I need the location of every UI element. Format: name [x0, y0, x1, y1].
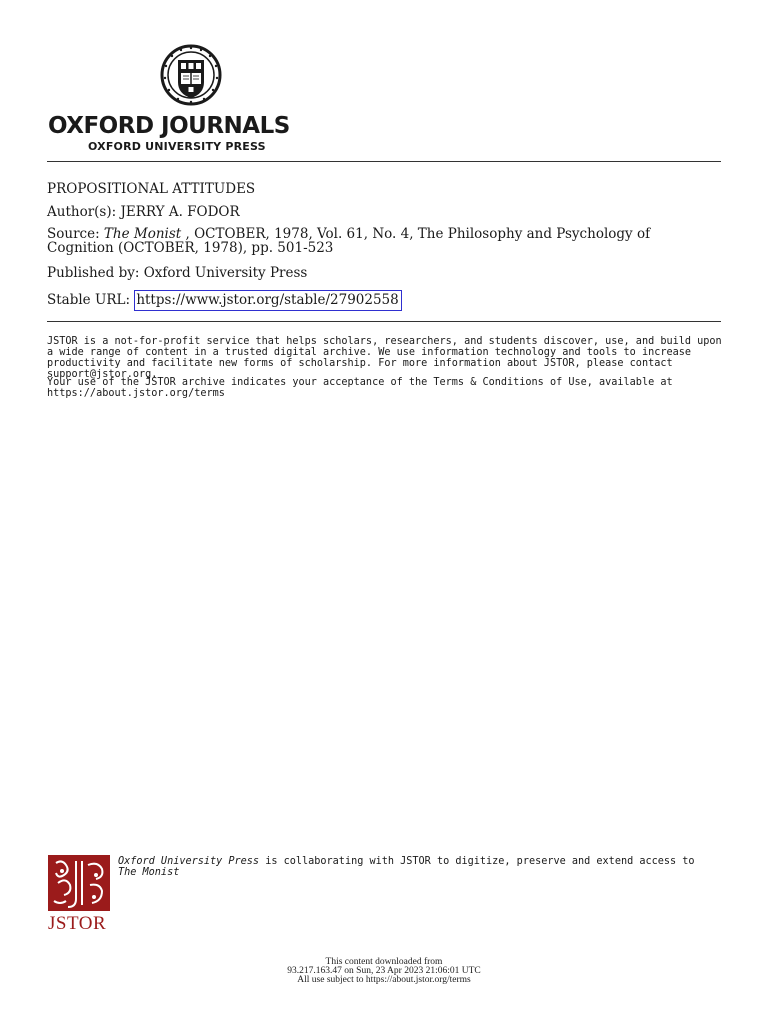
publisher-logo-wordmark: OXFORD JOURNALS — [48, 113, 290, 139]
oxford-crest-icon — [160, 42, 222, 108]
publisher-name: Oxford University Press — [143, 265, 308, 281]
source-details: , OCTOBER, 1978, Vol. 61, No. 4, The Philosophy and Psychology of Cognition (OCTOBER, 1978), pp. 501-523 — [47, 226, 651, 256]
footer-download-line: This content downloaded from — [325, 957, 443, 967]
collaboration-statement — [118, 856, 718, 878]
collaboration-publisher: Oxford University Press — [118, 856, 260, 867]
jstor-logo — [48, 855, 113, 935]
terms-notice-paragraph: Your use of the JSTOR archive indicates your acceptance of the Terms & Conditions of Use, available at https://about.jstor.org/terms — [47, 377, 673, 399]
jstor-wordmark: JSTOR — [48, 913, 107, 934]
stable-url-label: Stable URL: — [47, 292, 135, 308]
author-line — [47, 204, 240, 220]
middle-divider — [47, 321, 721, 322]
source-label: Source: — [47, 226, 104, 242]
source-line — [47, 227, 721, 255]
stable-url-line — [47, 290, 402, 311]
author-name: JERRY A. FODOR — [120, 204, 240, 220]
jstor-emblem-icon — [48, 855, 110, 911]
journal-name: The Monist — [103, 226, 182, 242]
publisher-label: Published by: — [47, 265, 144, 281]
publisher-logo-subtitle: OXFORD UNIVERSITY PRESS — [88, 140, 266, 153]
jstor-notice-paragraph: JSTOR is a not-for-profit service that helps scholars, researchers, and students discover, use, and build upon a wide range of content in a trusted digital archive. We use information technology and tools to increase productivity and facilitate new forms of scholarship. For more information about JSTOR, please contact support@jstor.org. — [47, 336, 722, 380]
article-title: PROPOSITIONAL ATTITUDES — [47, 181, 256, 197]
footer-ip-timestamp: 93.217.163.47 on Sun, 23 Apr 2023 21:06:01 UTC — [287, 966, 481, 976]
top-divider — [47, 161, 721, 162]
author-label: Author(s): — [47, 204, 121, 220]
collaboration-journal: The Monist — [118, 867, 180, 878]
footer-terms: All use subject to https://about.jstor.org/terms — [297, 975, 471, 985]
publisher-line — [47, 265, 307, 281]
stable-url-link[interactable]: https://www.jstor.org/stable/27902558 — [134, 290, 401, 311]
collaboration-text: is collaborating with JSTOR to digitize, preserve and extend access to — [259, 856, 695, 867]
